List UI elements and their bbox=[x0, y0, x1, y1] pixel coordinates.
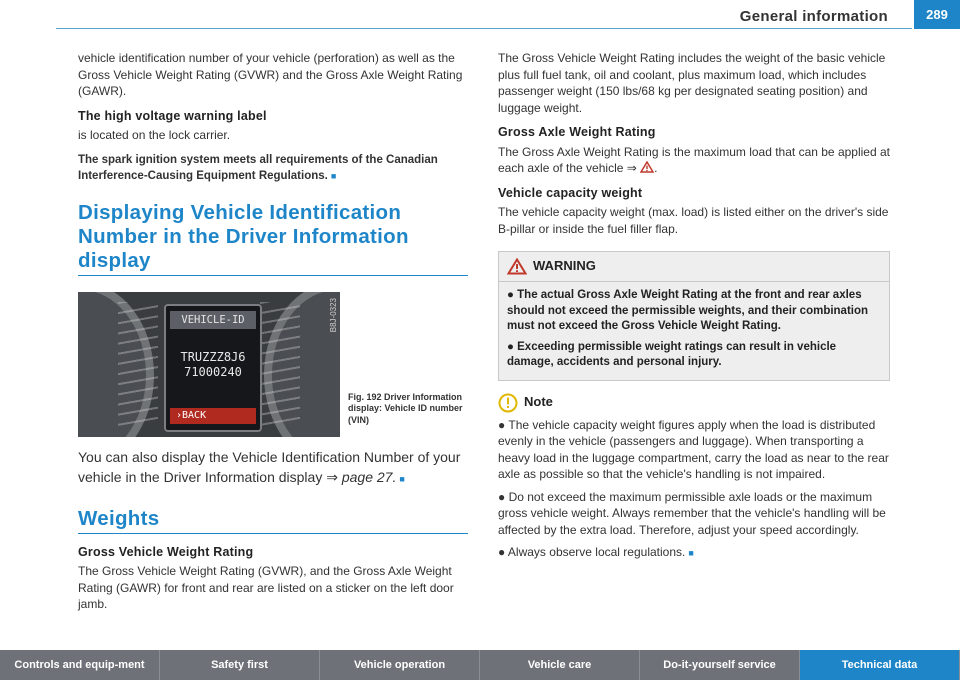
right-column bbox=[498, 50, 890, 568]
right-gauge-ticks bbox=[260, 302, 300, 427]
gawr-paragraph: The Gross Axle Weight Rating is the maximum load that can be applied at each axle of the vehicle ⇒ . bbox=[498, 144, 890, 175]
section-rule bbox=[78, 275, 468, 276]
capacity-text: The vehicle capacity weight (max. load) is listed either on the driver's side B-pillar or inside the fuel filler flap. bbox=[498, 205, 889, 236]
note-exclamation-icon bbox=[498, 393, 518, 413]
tab-vehicle-care[interactable]: Vehicle care bbox=[480, 650, 640, 680]
hv-label-text: is located on the lock carrier. bbox=[78, 128, 231, 142]
end-marker-icon: ■ bbox=[399, 473, 405, 484]
figure-caption: Fig. 192 Driver Information display: Vehicle ID number (VIN) bbox=[348, 391, 463, 425]
warning-box bbox=[498, 251, 890, 381]
warning-triangle-icon bbox=[507, 258, 527, 275]
gvwr-text: The Gross Vehicle Weight Rating (GVWR), and the Gross Axle Weight Rating (GAWR) for front and rear are listed on a sticker on the left door jamb. bbox=[78, 564, 454, 611]
gvwr-heading: Gross Vehicle Weight Rating bbox=[78, 544, 254, 559]
warning-item: ● The actual Gross Axle Weight Rating at the front and rear axles should not exceed the permissible weights, and their combination must not exceed the Gross Vehicle Weight Rating. bbox=[507, 289, 869, 332]
vin-display-text: You can also display the Vehicle Identification Number of your vehicle in the Driver Information display ⇒ bbox=[78, 448, 461, 485]
warning-item: ● Exceeding permissible weight ratings can result in vehicle damage, accidents and personal injury. bbox=[507, 340, 837, 368]
spark-ignition-paragraph bbox=[78, 152, 468, 185]
note-item-text: ● Always observe local regulations. bbox=[498, 545, 686, 559]
left-gauge-ticks bbox=[118, 302, 158, 427]
warning-title: WARNING bbox=[533, 258, 596, 274]
tab-technical-data[interactable]: Technical data bbox=[800, 650, 960, 680]
figure-192 bbox=[78, 292, 468, 437]
vin-line-2: 71000240 bbox=[184, 364, 242, 379]
note-item-last bbox=[498, 544, 890, 562]
screen-back-label: ›BACK bbox=[170, 408, 256, 424]
tab-safety-first[interactable]: Safety first bbox=[160, 650, 320, 680]
vin-display-paragraph bbox=[78, 447, 468, 489]
page-header bbox=[0, 0, 960, 34]
note-title: Note bbox=[524, 394, 553, 410]
note-item: ● The vehicle capacity weight figures apply when the load is distributed evenly in the vehicle (passengers and luggage). When transporting a heavy load in the luggage compartment, carry the load as near to the rear axle as possible so that the vehicle's handling is not impaired. bbox=[498, 417, 889, 481]
gawr-text: The Gross Axle Weight Rating is the maximum load that can be applied at each axle of the vehicle ⇒ bbox=[498, 144, 890, 175]
section-title-weights: Weights bbox=[78, 506, 160, 530]
warning-body bbox=[499, 282, 889, 380]
left-intro-paragraph: vehicle identification number of your vehicle (perforation) as well as the Gross Vehicle Weight Rating (GVWR) and the Gross Axle Weight Rating (GAWR). bbox=[78, 51, 463, 98]
header-rule bbox=[56, 28, 912, 29]
instrument-cluster-image bbox=[78, 292, 340, 437]
tab-do-it-yourself-service[interactable]: Do-it-yourself service bbox=[640, 650, 800, 680]
vin-line-1: TRUZZZ8J6 bbox=[180, 349, 246, 364]
section-rule bbox=[78, 533, 468, 534]
end-marker-icon: ■ bbox=[688, 548, 694, 558]
page-reference-link[interactable]: page 27. bbox=[341, 468, 397, 485]
left-column bbox=[78, 50, 468, 621]
end-marker-icon: ■ bbox=[330, 171, 337, 181]
header-title: General information bbox=[739, 8, 888, 25]
tab-controls-and-equipment[interactable]: Controls and equip-ment bbox=[0, 650, 160, 680]
chapter-tabs bbox=[0, 650, 960, 680]
warning-header bbox=[499, 252, 889, 282]
page-number: 289 bbox=[914, 0, 960, 29]
figure-code: B8J-0323 bbox=[329, 297, 338, 332]
warning-triangle-icon[interactable] bbox=[640, 161, 654, 173]
screen-vin bbox=[166, 350, 260, 380]
note-header bbox=[498, 393, 890, 413]
gawr-heading: Gross Axle Weight Rating bbox=[498, 125, 656, 139]
gvwr-detail-paragraph: The Gross Vehicle Weight Rating includes the weight of the basic vehicle plus full fuel tank, oil and coolant, plus maximum load, which includes passenger weight (150 lbs/68 kg per designated seating position) and luggage weight. bbox=[498, 51, 886, 115]
screen-title: VEHICLE-ID bbox=[170, 311, 256, 329]
tab-vehicle-operation[interactable]: Vehicle operation bbox=[320, 650, 480, 680]
section-title-vin-display: Displaying Vehicle Identification Number in the Driver Information display bbox=[78, 200, 409, 272]
driver-info-screen bbox=[164, 304, 262, 432]
hv-label-heading: The high voltage warning label bbox=[78, 108, 267, 123]
capacity-heading: Vehicle capacity weight bbox=[498, 185, 643, 200]
note-item: ● Do not exceed the maximum permissible axle loads or the maximum gross vehicle weight. Always remember that the vehicle's handling will be affected by the extra load. Therefore, adjust your speed accordingly. bbox=[498, 489, 886, 537]
spark-ignition-text: The spark ignition system meets all requirements of the Canadian Interference-Causing Equipment Regulations. bbox=[78, 153, 438, 182]
